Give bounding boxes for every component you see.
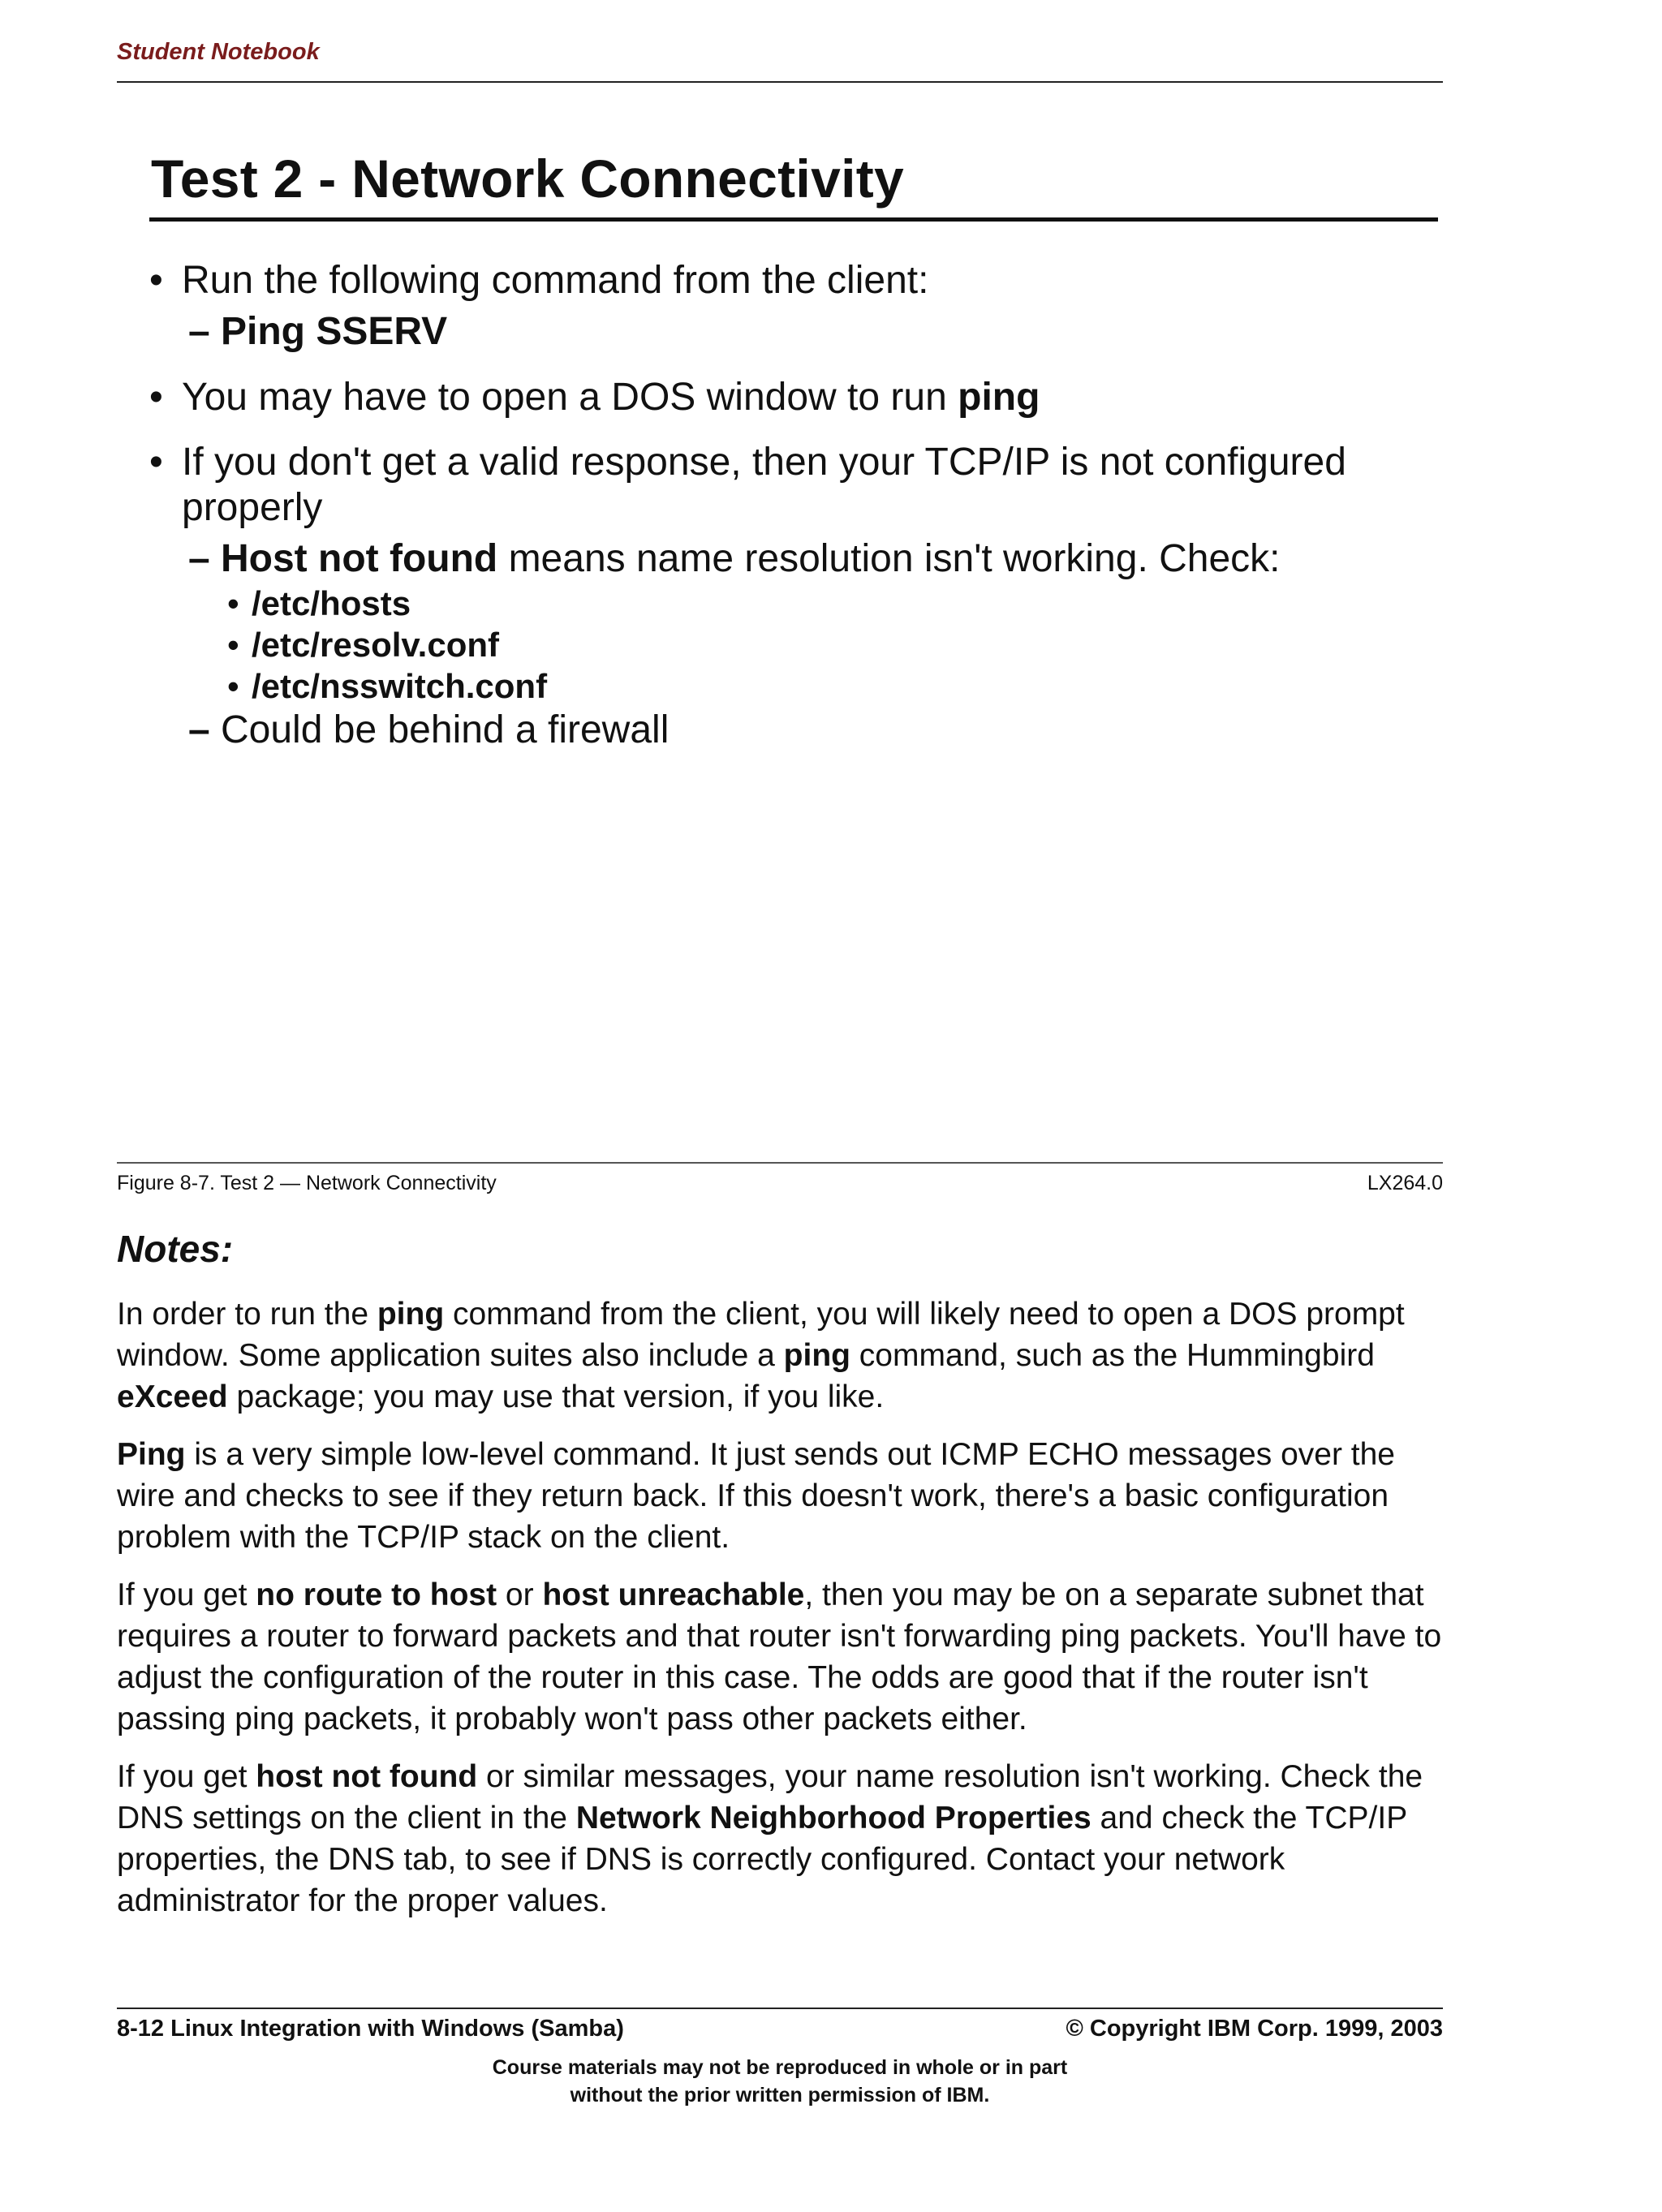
- footer-page-info: 8-12 Linux Integration with Windows (Samba): [117, 2016, 624, 2042]
- bullet-text: If you don't get a valid response, then your TCP/IP is not configured properly: [182, 441, 1346, 529]
- bullet-dot: •: [149, 259, 163, 302]
- dash-marker: –: [188, 708, 210, 751]
- dash-marker: –: [188, 310, 210, 353]
- bullet-text: Run the following command from the client:: [182, 259, 929, 302]
- bullet-dos-window: [146, 375, 1428, 420]
- text-run: is a very simple low-level command. It just sends out ICMP ECHO messages over the wire and checks to see if they return back. If this doesn't work, there's a basic configuration problem with the TCP/IP stack on the client.: [117, 1437, 1395, 1555]
- notes-body: [117, 1293, 1448, 1938]
- small-bullet-dot: •: [227, 626, 239, 664]
- bold-run: no route to host: [256, 1577, 497, 1612]
- sub-bullet-text: means name resolution isn't working. Check:: [497, 537, 1281, 580]
- bullet-run-command: [146, 258, 1428, 355]
- bold-run: ping: [783, 1338, 850, 1373]
- bullet-item: [146, 258, 1428, 303]
- notes-paragraph: [117, 1574, 1448, 1740]
- text-run: If you get: [117, 1759, 256, 1794]
- notes-paragraph: [117, 1434, 1448, 1558]
- file-path: /etc/resolv.conf: [252, 626, 499, 664]
- bold-run: Ping: [117, 1437, 186, 1472]
- small-bullet-dot: •: [227, 667, 239, 705]
- running-header: Student Notebook: [117, 39, 320, 65]
- text-run: command, such as the Hummingbird: [850, 1338, 1375, 1373]
- text-run: , then you may be on a separate subnet that requires a router to forward packets and that router isn't forwarding ping packets. You'll have to adjust the configuration of the router in this case. The odds are good that if the router isn't passing ping packets, it probably won't pass other packets either.: [117, 1577, 1442, 1736]
- sub-bullet-item: [146, 707, 1428, 754]
- text-run: If you get: [117, 1577, 256, 1612]
- footer-copyright: © Copyright IBM Corp. 1999, 2003: [1066, 2016, 1443, 2042]
- header-rule: [117, 81, 1443, 83]
- bullet-item: [146, 440, 1428, 531]
- footer-legal-line: without the prior written permission of IBM.: [570, 2084, 990, 2107]
- bullet-dot: •: [149, 441, 163, 484]
- text-run: and check the TCP/IP properties, the DNS tab, to see if DNS is correctly configured. Contact your network administrator for the proper values.: [117, 1801, 1407, 1918]
- notes-heading: Notes:: [117, 1228, 234, 1270]
- dash-marker: –: [188, 537, 210, 580]
- notes-paragraph: [117, 1756, 1448, 1922]
- footer-rule: [117, 2008, 1443, 2009]
- bullet-text: You may have to open a DOS window to run: [182, 376, 958, 419]
- small-bullet-dot: •: [227, 584, 239, 622]
- text-run: command from the client, you will likely need to open a DOS prompt window. Some application suites also include a: [117, 1297, 1405, 1373]
- bold-run: eXceed: [117, 1379, 228, 1414]
- file-item: [146, 665, 1428, 707]
- figure-rule: [117, 1162, 1443, 1164]
- slide-title: Test 2 - Network Connectivity: [151, 148, 904, 209]
- footer-legal-line: Course materials may not be reproduced in whole or in part: [492, 2056, 1068, 2079]
- sub-bullet-item: [146, 536, 1428, 583]
- notes-paragraph: [117, 1293, 1448, 1418]
- command-text: Ping SSERV: [221, 310, 448, 353]
- sub-bullet-text: Could be behind a firewall: [221, 708, 670, 751]
- sub-bullet-bold-text: Host not found: [221, 537, 498, 580]
- file-path: /etc/hosts: [252, 584, 411, 622]
- sub-bullet-item: [146, 308, 1428, 355]
- bullet-bold-text: ping: [958, 376, 1040, 419]
- bold-run: host not found: [256, 1759, 478, 1794]
- file-item: [146, 624, 1428, 665]
- file-path: /etc/nsswitch.conf: [252, 667, 548, 705]
- title-rule: [149, 217, 1438, 222]
- text-run: In order to run the: [117, 1297, 377, 1332]
- bold-run: ping: [377, 1297, 445, 1332]
- bullet-invalid-response: [146, 440, 1428, 754]
- bold-run: Network Neighborhood Properties: [575, 1801, 1091, 1835]
- text-run: package; you may use that version, if you like.: [227, 1379, 885, 1414]
- file-item: [146, 583, 1428, 624]
- figure-caption: Figure 8-7. Test 2 — Network Connectivity: [117, 1172, 497, 1194]
- slide-body: [146, 258, 1428, 754]
- bullet-dot: •: [149, 376, 163, 419]
- text-run: or similar messages, your name resolution isn't working. Check the DNS settings on the client in the: [117, 1759, 1423, 1835]
- bold-run: host unreachable: [542, 1577, 805, 1612]
- figure-code: LX264.0: [1367, 1172, 1443, 1194]
- text-run: or: [497, 1577, 543, 1612]
